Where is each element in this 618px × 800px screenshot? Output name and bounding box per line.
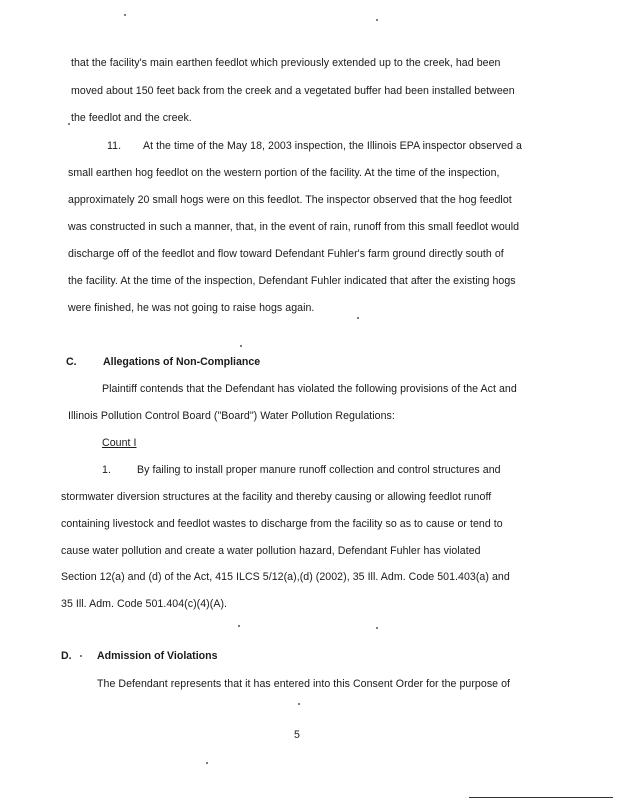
text-line: that the facility's main earthen feedlot which previously extended up to the creek, had been — [71, 57, 501, 69]
text-line: containing livestock and feedlot wastes to discharge from the facility so as to cause or tend to — [61, 518, 503, 530]
page-number: 5 — [294, 729, 300, 741]
text-line: By failing to install proper manure runoff collection and control structures and — [137, 464, 501, 476]
section-heading: Allegations of Non-Compliance — [103, 356, 261, 368]
text-line: was constructed in such a manner, that, in the event of rain, runoff from this small feedlot would — [68, 221, 520, 233]
text-line: were finished, he was not going to raise hogs again. — [68, 302, 315, 314]
footer-rule — [469, 797, 613, 798]
text-line: small earthen hog feedlot on the western portion of the facility. At the time of the inspection, — [68, 167, 500, 179]
scan-speck — [206, 762, 208, 764]
scan-speck — [376, 627, 378, 629]
text-line: the facility. At the time of the inspection, Defendant Fuhler indicated that after the existing hogs — [68, 275, 516, 287]
text-line: Plaintiff contends that the Defendant has violated the following provisions of the Act and — [102, 383, 517, 395]
text-line: At the time of the May 18, 2003 inspection, the Illinois EPA inspector observed a — [143, 140, 522, 152]
text-line: Section 12(a) and (d) of the Act, 415 ILCS 5/12(a),(d) (2002), 35 Ill. Adm. Code 501.403(a) and — [61, 571, 510, 583]
text-line: moved about 150 feet back from the creek and a vegetated buffer had been installed between — [71, 85, 515, 97]
section-letter: C. — [66, 356, 77, 368]
scan-speck — [298, 703, 300, 705]
text-line: stormwater diversion structures at the facility and thereby causing or allowing feedlot runoff — [61, 491, 492, 503]
scan-speck — [238, 625, 240, 627]
text-line: cause water pollution and create a water pollution hazard, Defendant Fuhler has violated — [61, 545, 481, 557]
scan-speck — [240, 345, 242, 347]
scan-speck — [80, 655, 82, 657]
scan-speck — [68, 123, 70, 125]
section-letter: D. — [61, 650, 72, 662]
paragraph-number: 11. — [107, 140, 122, 152]
scan-speck — [124, 14, 126, 16]
scan-speck — [376, 19, 378, 21]
text-line: discharge off of the feedlot and flow toward Defendant Fuhler's farm ground directly south of — [68, 248, 504, 260]
scan-speck — [357, 317, 359, 319]
text-line: approximately 20 small hogs were on this feedlot. The inspector observed that the hog feedlot — [68, 194, 512, 206]
item-number: 1. — [102, 464, 111, 476]
count-label: Count I — [102, 437, 137, 449]
text-line: Illinois Pollution Control Board ("Board") Water Pollution Regulations: — [68, 410, 395, 422]
text-line: 35 Ill. Adm. Code 501.404(c)(4)(A). — [61, 598, 228, 610]
section-heading: Admission of Violations — [97, 650, 218, 662]
text-line: The Defendant represents that it has entered into this Consent Order for the purpose of — [97, 678, 511, 690]
text-line: the feedlot and the creek. — [71, 112, 192, 124]
